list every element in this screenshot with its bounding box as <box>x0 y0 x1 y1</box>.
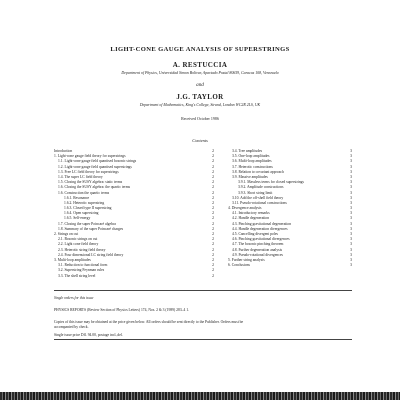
toc-entry[interactable]: Introduction 2 <box>54 149 214 153</box>
toc-entry[interactable]: 5. Further string analysis 3 <box>228 257 352 262</box>
toc-entry[interactable]: 4.1. Introductory remarks 3 <box>232 211 352 216</box>
toc-entry[interactable]: 1.6.3. Closed type II superstring 2 <box>64 206 214 211</box>
toc-entry[interactable]: 2.2. Light cone field theory 2 <box>58 242 214 247</box>
toc-entry[interactable]: 3. Multi-loop amplitudes 2 <box>54 257 214 262</box>
toc-entry[interactable]: 1.6. Closing the SUSY algebra: the quartic terms 2 <box>58 185 214 190</box>
toc-entry[interactable]: 4.8. Further degeneration analysis 3 <box>232 247 352 252</box>
author-1: A. RESTUCCIA <box>172 61 228 69</box>
toc-right-column <box>228 149 352 268</box>
order-box-citation: PHYSICS REPORTS (Review Section of Physics Letters) 174, Nos. 2 & 3 (1989) 283–4 1. <box>54 308 190 312</box>
paper-title: LIGHT-CONE GAUGE ANALYSIS OF SUPERSTRINGS <box>110 46 290 53</box>
toc-entry[interactable]: 4.3. Pinching gravitational degeneration 3 <box>232 221 352 226</box>
toc-entry[interactable]: 4. Divergence analysis 3 <box>228 206 352 211</box>
scan-footer-strip <box>0 392 400 400</box>
toc-entry[interactable]: 1.7. Closing the super Poincaré algebra 2 <box>58 221 214 226</box>
toc-entry[interactable]: 2.1. Bosonic strings on cut 2 <box>58 237 214 242</box>
order-box-instructions: Copies of this issue may be obtained at the price given below. All orders should be sent directly to the Publisher. Orders must be <box>54 320 244 324</box>
order-box-heading: Single orders for this issue <box>54 296 94 300</box>
toc-entry[interactable]: 3.8. Relation to covariant approach 3 <box>232 169 352 174</box>
toc-entry[interactable]: 3.7. Heterotic constructions 3 <box>232 164 352 169</box>
received-date: Received October 1986 <box>181 116 219 121</box>
toc-entry[interactable]: 3.9. Massive amplitudes 3 <box>232 174 352 179</box>
toc-entry[interactable]: 1.1. Light-cone gauge field quantised bosonic strings 2 <box>58 159 214 164</box>
toc-entry[interactable]: 4.5. Cancelling divergent poles 3 <box>232 232 352 236</box>
toc-entry[interactable]: 1.6.4. Open superstring 2 <box>64 211 214 216</box>
toc-entry[interactable]: 1.6.5. Self-energy 2 <box>64 216 214 221</box>
toc-entry[interactable]: 1.6.1. Resonance 2 <box>64 195 214 200</box>
toc-left-column <box>54 149 214 279</box>
contents-heading: Contents <box>192 138 208 143</box>
author-2: J.G. TAYLOR <box>176 93 224 101</box>
toc-entry[interactable]: 6. Conclusions 3 <box>228 263 352 268</box>
toc-entry[interactable]: 4.7. The bosonic pinching theorem 3 <box>232 242 352 247</box>
toc-entry[interactable]: 3.9.2. Amplitude constructions 3 <box>238 185 352 190</box>
order-box-price: Single issue price Dfl. 94.00, postage incl.,del. <box>54 333 123 337</box>
toc-entry[interactable]: 3.11. Pseudo-rotational constructions 3 <box>232 200 352 205</box>
toc-entry[interactable]: 1.2. Light-cone gauge field quantised superstrings 2 <box>58 164 214 169</box>
toc-entry[interactable]: 4.9. Pseudo-rotational divergences 3 <box>232 252 352 257</box>
toc-entry[interactable]: 3.5. One-loop amplitudes 3 <box>232 154 352 159</box>
toc-entry[interactable]: 3.6. Multi-loop amplitudes 3 <box>232 159 352 164</box>
affiliation-1: Department of Physics, Universidad Simon Bolivar, Apartado Postal 80659, Caracas 108, Venezuela <box>121 71 279 75</box>
toc-entry[interactable]: 3.2. Superstring Feynman rules 2 <box>58 268 214 273</box>
toc-entry[interactable]: 1.6.2. Heterotic superstring 2 <box>64 200 214 205</box>
toc-entry[interactable]: 1.4. The super LC field theory 2 <box>58 174 214 179</box>
toc-entry[interactable]: 1.6. Construction the quartic terms 2 <box>58 190 214 195</box>
toc-entry[interactable]: 4.4. Handle degeneration divergences 3 <box>232 226 352 231</box>
toc-entry[interactable]: 2.3. Heterotic string field theory 2 <box>58 247 214 252</box>
toc-entry[interactable]: 1. Light-cone gauge field theory for superstrings 2 <box>54 154 214 159</box>
toc-entry[interactable]: 1.5. Closing the SUSY algebra: static terms 2 <box>58 180 214 185</box>
toc-entry[interactable]: 3.10. Add the off-shell field theory 3 <box>232 195 352 200</box>
toc-entry[interactable]: 2.4. Four dimensional LC string field theory 2 <box>58 252 214 257</box>
toc-entry[interactable]: 3.3. The shell string level 2 <box>58 273 214 278</box>
toc-entry[interactable]: 4.2. Handle degeneration 3 <box>232 216 352 221</box>
toc-entry[interactable]: 1.8. Summary of the super Poincaré charges 2 <box>58 226 214 231</box>
author-conjunction: and <box>196 82 204 88</box>
toc-entry[interactable]: 3.1. Reduction to functional form 2 <box>58 263 214 268</box>
affiliation-2: Department of Mathematics, King's College, Strand, London WC2R 2LS, UK <box>139 103 261 107</box>
order-box-instructions-cont: accompanied by check. <box>54 325 89 329</box>
toc-entry[interactable]: 3.4. Tree amplitudes 3 <box>232 149 352 153</box>
toc-entry[interactable]: 1.3. Free LC field theory for superstrings 2 <box>58 169 214 174</box>
toc-entry[interactable]: 4.6. Pinching gravitational divergences 3 <box>232 237 352 242</box>
toc-entry[interactable]: 2. Strings on cut 2 <box>54 232 214 236</box>
toc-entry[interactable]: 3.9.3. Short string limit 3 <box>238 190 352 195</box>
toc-entry[interactable]: 3.9.1. Massless terms for closed superstrings 3 <box>238 180 352 185</box>
